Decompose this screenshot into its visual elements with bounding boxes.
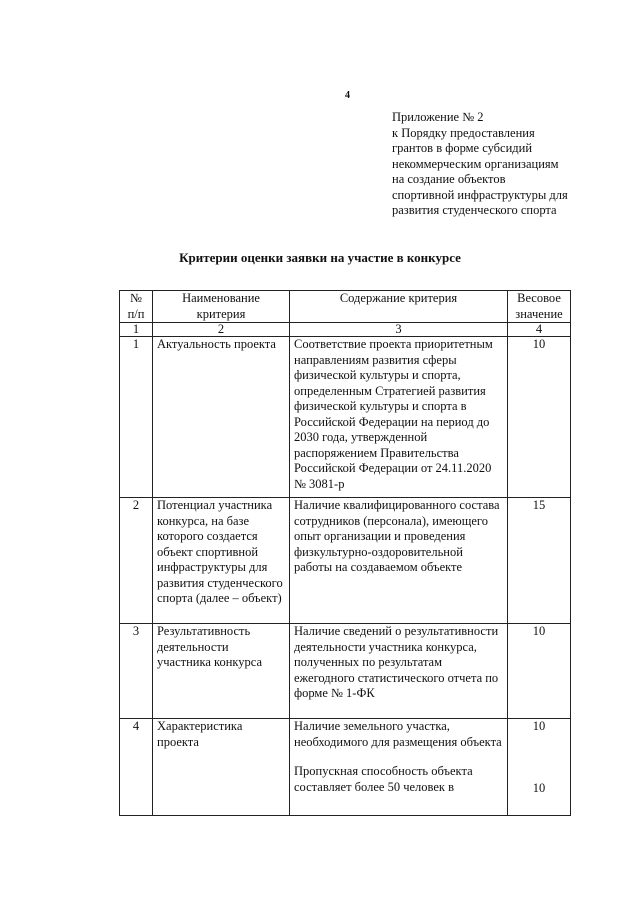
header-criterion-name: Наименование критерия <box>153 291 290 323</box>
criterion-name: Результативность деятельности участника конкурса <box>153 624 290 719</box>
row-number: 3 <box>120 624 153 719</box>
appendix-line: к Порядку предоставления <box>392 125 535 140</box>
column-number: 3 <box>290 323 508 337</box>
header-weight: Весовое значение <box>508 291 571 323</box>
appendix-block <box>392 110 632 219</box>
column-number: 4 <box>508 323 571 337</box>
criterion-content: Наличие квалифицированного состава сотрудников (персонала), имеющего опыт организации и проведения физкультурно-оздоровительной работы на создаваемом объекте <box>290 498 508 624</box>
criterion-weight-cell <box>508 719 571 816</box>
criterion-weight: 10 <box>508 624 571 719</box>
criterion-content: Соответствие проекта приоритетным направлениям развития сферы физической культуры и спорта, определенным Стратегией развития физической культуры и спорта в Российской Федерации на период до 2030 года, утвержденной распоряжением Правительства Российской Федерации от 24.11.2020 № 3081-р <box>290 337 508 498</box>
table-row <box>120 719 571 816</box>
table-row <box>120 624 571 719</box>
header-criterion-content: Содержание критерия <box>290 291 508 323</box>
criterion-content: Пропускная способность объекта составляет более 50 человек в <box>294 764 473 794</box>
document-title: Критерии оценки заявки на участие в конкурсе <box>179 250 461 265</box>
table-row <box>120 498 571 624</box>
criterion-weight: 15 <box>508 498 571 624</box>
criterion-weight: 10 <box>532 719 546 733</box>
column-number: 2 <box>153 323 290 337</box>
criterion-weight: 10 <box>532 780 546 795</box>
criterion-content: Наличие земельного участка, необходимого для размещения объекта <box>294 719 502 749</box>
table-header-row <box>120 291 571 323</box>
row-number: 4 <box>120 719 153 816</box>
appendix-line: грантов в форме субсидий <box>392 141 533 155</box>
criterion-name: Характеристика проекта <box>153 719 290 816</box>
appendix-line: развития студенческого спорта <box>392 203 557 217</box>
row-number: 2 <box>120 498 153 624</box>
appendix-line: на создание объектов <box>392 172 506 186</box>
criterion-name: Актуальность проекта <box>153 337 290 498</box>
appendix-line: Приложение № 2 <box>392 110 484 124</box>
header-number: № п/п <box>120 291 153 323</box>
table-row <box>120 337 571 498</box>
criterion-content-cell <box>290 719 508 816</box>
criterion-name: Потенциал участника конкурса, на базе которого создается объект спортивной инфраструктуры для развития студенческого спорта (далее – объект) <box>153 498 290 624</box>
appendix-line: некоммерческим организациям <box>392 156 559 171</box>
criterion-weight: 10 <box>508 337 571 498</box>
criteria-table <box>119 290 571 816</box>
column-number: 1 <box>120 323 153 337</box>
criterion-content: Наличие сведений о результативности деятельности участника конкурса, полученных по результатам ежегодного статистического отчета по форме № 1-ФК <box>290 624 508 719</box>
page-number: 4 <box>345 90 350 101</box>
column-numbering-row <box>120 323 571 337</box>
row-number: 1 <box>120 337 153 498</box>
appendix-line: спортивной инфраструктуры для <box>392 187 568 202</box>
